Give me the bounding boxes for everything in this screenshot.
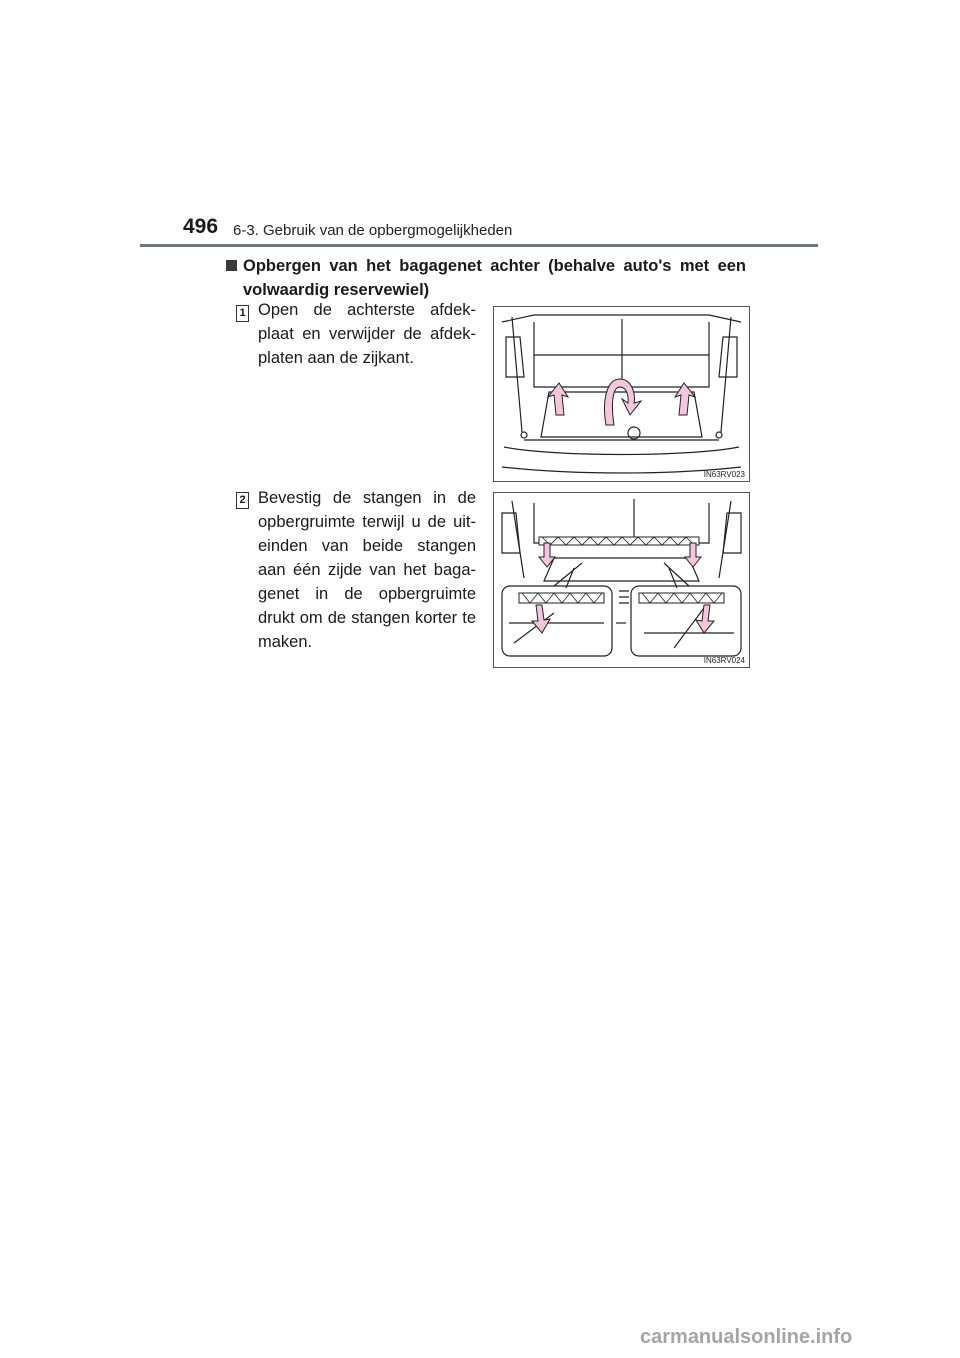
figure-2 (493, 492, 750, 668)
step-2-text: Bevestig de stangen in de opbergruimte terwijl u de uit- einden van beide stangen aan één zijde van het baga- genet in de opbergruimte drukt om de stangen korter te maken. (258, 489, 476, 651)
heading-text: Opbergen van het bagagenet achter (behalve auto's met een volwaardig reservewiel) (243, 257, 746, 299)
cargo-net-illustration (494, 493, 749, 667)
lift-arrow-right (675, 383, 695, 415)
push-arrow-top-left (539, 543, 555, 567)
section-title: 6-3. Gebruik van de opbergmogelijkheden (233, 222, 513, 239)
push-arrow-bottom-right (696, 605, 714, 633)
push-arrow-top-right (685, 543, 701, 567)
watermark: carmanualsonline.info (640, 1326, 853, 1348)
page-number: 496 (183, 215, 219, 238)
heading (226, 254, 746, 302)
figure-2-code: IN63RV024 (703, 656, 745, 665)
lift-arrow-center (605, 379, 641, 425)
step-2-number: 2 (236, 492, 249, 509)
figure-1-code: IN63RV023 (703, 470, 745, 479)
lift-arrow-left (548, 383, 568, 415)
step-1-text: Open de achterste afdek- plaat en verwijder de afdek- platen aan de zijkant. (258, 301, 476, 367)
figure-1 (493, 306, 750, 482)
push-arrow-bottom-left (532, 605, 550, 633)
square-bullet-icon (226, 260, 237, 271)
step-1-number: 1 (236, 305, 249, 322)
header-rule (140, 244, 818, 247)
trunk-cover-illustration (494, 307, 749, 481)
